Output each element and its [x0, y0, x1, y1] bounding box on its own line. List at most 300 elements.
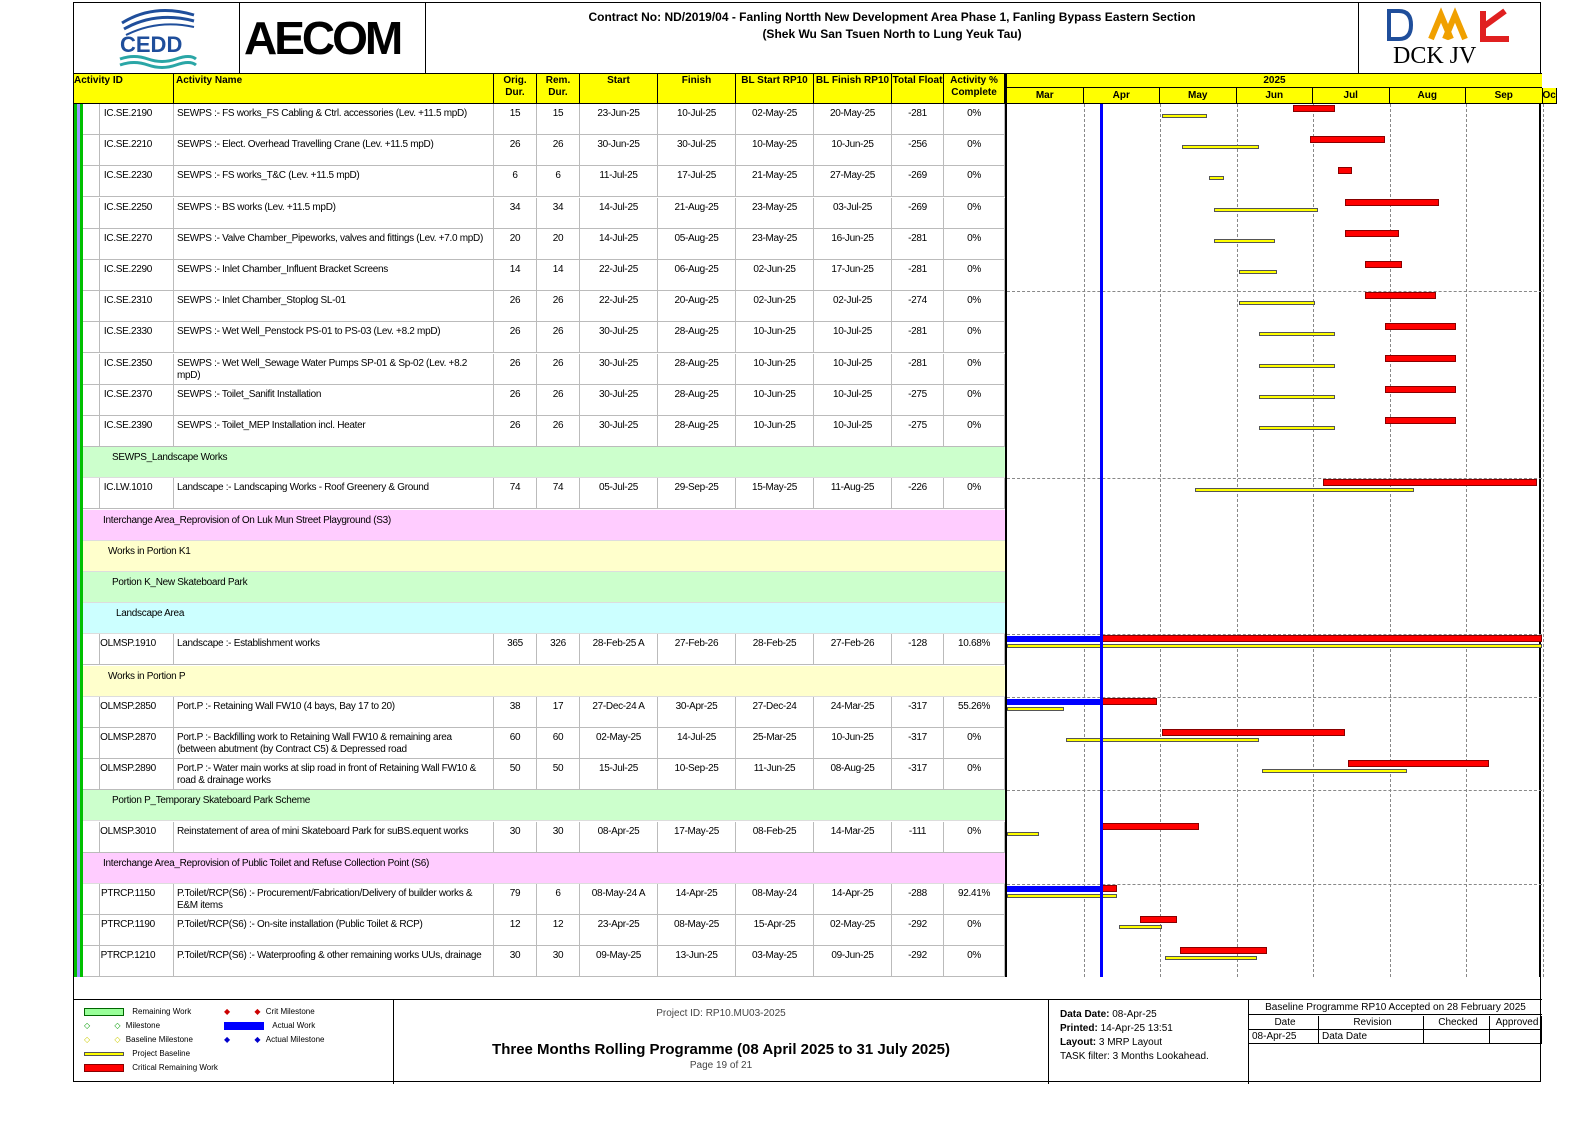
cell-id: IC.SE.2190	[83, 104, 174, 135]
cell-rem: 30	[537, 946, 580, 977]
cell-orig: 60	[494, 728, 537, 759]
wbs-band[interactable]	[83, 790, 1005, 821]
critical-remaining-bar[interactable]	[1323, 479, 1538, 486]
cell-id: IC.SE.2270	[83, 229, 174, 260]
wbs-band[interactable]	[83, 447, 1005, 478]
baseline-bar[interactable]	[1259, 426, 1335, 430]
cell-start: 30-Jun-25	[580, 135, 658, 166]
critical-remaining-bar[interactable]	[1348, 760, 1489, 767]
cell-name: P.Toilet/RCP(S6) :- Procurement/Fabrication/Delivery of builder works & E&M items	[174, 884, 494, 915]
baseline-bar[interactable]	[1239, 301, 1315, 305]
cell-pct: 0%	[944, 135, 1005, 166]
baseline-bar[interactable]	[1239, 270, 1277, 274]
month-gridline	[1160, 104, 1161, 977]
month-label: May	[1160, 88, 1237, 104]
activity-row[interactable]	[83, 759, 1005, 790]
cell-pct: 10.68%	[944, 634, 1005, 665]
col-orig-dur: Orig. Dur.	[494, 74, 537, 104]
cell-finish: 13-Jun-25	[658, 946, 736, 977]
cell-orig: 26	[494, 385, 537, 416]
cell-pct: 0%	[944, 946, 1005, 977]
cell-name: Landscape :- Landscaping Works - Roof Greenery & Ground	[174, 478, 494, 509]
cell-bl-start: 28-Feb-25	[736, 634, 814, 665]
cell-start: 30-Jul-25	[580, 416, 658, 447]
cell-start: 30-Jul-25	[580, 354, 658, 385]
cell-orig: 12	[494, 915, 537, 946]
cell-bl-start: 10-Jun-25	[736, 416, 814, 447]
activity-row[interactable]	[83, 884, 1005, 915]
diamond-icon: ◆	[254, 1007, 261, 1016]
legend-actual-milestone	[224, 1034, 324, 1046]
legend-baseline-milestone	[84, 1034, 193, 1046]
layout-label: Layout:	[1060, 1037, 1097, 1048]
legend-remaining-label: Remaining Work	[132, 1007, 192, 1016]
cell-name: P.Toilet/RCP(S6) :- On-site installation (Public Toilet & RCP)	[174, 915, 494, 946]
cell-float: -317	[892, 759, 944, 790]
cell-id: IC.SE.2350	[83, 354, 174, 385]
cell-start: 23-Apr-25	[580, 915, 658, 946]
cell-orig: 26	[494, 135, 537, 166]
activity-table	[83, 104, 1005, 977]
cell-float: -269	[892, 198, 944, 229]
cell-orig: 6	[494, 166, 537, 197]
cell-bl-start: 15-Apr-25	[736, 915, 814, 946]
wbs-band-label: Interchange Area_Reprovision of Public Toilet and Refuse Collection Point (S6)	[103, 858, 430, 869]
month-gridline	[1084, 104, 1085, 977]
cell-orig: 30	[494, 946, 537, 977]
activity-row[interactable]	[83, 198, 1005, 229]
critical-remaining-bar[interactable]	[1162, 729, 1345, 736]
cell-bl-finish: 10-Jun-25	[814, 135, 892, 166]
cell-id: IC.SE.2390	[83, 416, 174, 447]
cell-finish: 30-Jul-25	[658, 135, 736, 166]
cell-rem: 26	[537, 291, 580, 322]
activity-row[interactable]	[83, 260, 1005, 291]
cell-float: -275	[892, 385, 944, 416]
cell-float: -317	[892, 728, 944, 759]
cell-id: PTRCP.1150	[83, 884, 174, 915]
cell-pct: 0%	[944, 822, 1005, 853]
wbs-band[interactable]	[83, 666, 1005, 697]
legend-actual-swatch	[224, 1022, 264, 1030]
critical-remaining-bar[interactable]	[1365, 261, 1402, 268]
cell-float: -281	[892, 354, 944, 385]
cell-bl-start: 02-May-25	[736, 104, 814, 135]
month-label: Oc	[1543, 88, 1557, 104]
col-rem-dur: Rem. Dur.	[537, 74, 580, 104]
cell-finish: 30-Apr-25	[658, 697, 736, 728]
cell-start: 30-Jul-25	[580, 322, 658, 353]
title-line-2: (Shek Wu San Tsuen North to Lung Yeuk Tau)	[762, 27, 1022, 41]
critical-remaining-bar[interactable]	[1140, 916, 1178, 923]
activity-row[interactable]	[83, 478, 1005, 509]
baseline-bar[interactable]	[1259, 395, 1335, 399]
cell-bl-finish: 14-Mar-25	[814, 822, 892, 853]
legend-critical-remaining	[84, 1062, 218, 1074]
cell-bl-finish: 20-May-25	[814, 104, 892, 135]
cell-finish: 21-Aug-25	[658, 198, 736, 229]
cell-bl-start: 10-Jun-25	[736, 385, 814, 416]
wbs-band[interactable]	[83, 853, 1005, 884]
wbs-band-label: Landscape Area	[116, 608, 185, 619]
diamond-outline-icon: ◇	[114, 1021, 121, 1030]
activity-row[interactable]	[83, 634, 1005, 665]
cell-bl-finish: 17-Jun-25	[814, 260, 892, 291]
cell-finish: 29-Sep-25	[658, 478, 736, 509]
cell-name: SEWPS :- Inlet Chamber_Influent Bracket Screens	[174, 260, 494, 291]
cell-float: -111	[892, 822, 944, 853]
cell-start: 05-Jul-25	[580, 478, 658, 509]
diamond-outline-icon: ◇	[84, 1021, 91, 1030]
wbs-band[interactable]	[83, 510, 1005, 541]
baseline-bar[interactable]	[1262, 769, 1407, 773]
diamond-icon: ◆	[254, 1035, 261, 1044]
cell-name: SEWPS :- Toilet_Sanifit Installation	[174, 385, 494, 416]
cell-bl-finish: 24-Mar-25	[814, 697, 892, 728]
cell-name: Landscape :- Establishment works	[174, 634, 494, 665]
actual-work-bar[interactable]	[1007, 699, 1101, 705]
footer-center	[394, 1000, 1049, 1084]
baseline-note: Baseline Programme RP10 Accepted on 28 February 2025	[1249, 1000, 1542, 1015]
cell-bl-start: 23-May-25	[736, 198, 814, 229]
cell-start: 28-Feb-25 A	[580, 634, 658, 665]
cell-bl-finish: 11-Aug-25	[814, 478, 892, 509]
cell-rem: 15	[537, 104, 580, 135]
cell-finish: 05-Aug-25	[658, 229, 736, 260]
printed-line	[1060, 1022, 1248, 1036]
programme-sheet	[73, 2, 1556, 1082]
diamond-icon: ◆	[224, 1007, 231, 1016]
task-filter: TASK filter: 3 Months Lookahead.	[1060, 1051, 1209, 1062]
cell-bl-start: 15-May-25	[736, 478, 814, 509]
activity-row[interactable]	[83, 822, 1005, 853]
cell-start: 14-Jul-25	[580, 229, 658, 260]
cell-float: -281	[892, 322, 944, 353]
cell-bl-start: 11-Jun-25	[736, 759, 814, 790]
row-gridline	[1007, 790, 1542, 791]
data-date-label: Data Date:	[1060, 1009, 1110, 1020]
month-label: Jun	[1237, 88, 1314, 104]
critical-remaining-bar[interactable]	[1385, 417, 1457, 424]
cell-bl-start: 08-May-24	[736, 884, 814, 915]
activity-row[interactable]	[83, 385, 1005, 416]
row-gridline	[1007, 884, 1542, 885]
activity-row[interactable]	[83, 697, 1005, 728]
cell-float: -288	[892, 884, 944, 915]
cell-rem: 6	[537, 166, 580, 197]
cell-rem: 34	[537, 198, 580, 229]
cell-orig: 365	[494, 634, 537, 665]
critical-remaining-bar[interactable]	[1101, 823, 1199, 830]
month-label: Jul	[1313, 88, 1390, 104]
cell-start: 27-Dec-24 A	[580, 697, 658, 728]
month-label: Apr	[1084, 88, 1161, 104]
cell-float: -281	[892, 229, 944, 260]
activity-row[interactable]	[83, 728, 1005, 759]
baseline-bar[interactable]	[1165, 956, 1257, 960]
cell-float: -128	[892, 634, 944, 665]
revision-cell: 08-Apr-25	[1249, 1030, 1319, 1044]
data-date-line	[1100, 104, 1103, 977]
cell-finish: 17-May-25	[658, 822, 736, 853]
month-label: Mar	[1007, 88, 1084, 104]
activity-row[interactable]	[83, 946, 1005, 977]
activity-row[interactable]	[83, 104, 1005, 135]
activity-row[interactable]	[83, 915, 1005, 946]
baseline-bar[interactable]	[1214, 239, 1274, 243]
dck-logo	[1358, 3, 1542, 74]
cell-float: -292	[892, 915, 944, 946]
legend-baseline-swatch	[84, 1052, 124, 1056]
critical-remaining-bar[interactable]	[1365, 292, 1437, 299]
cell-pct: 0%	[944, 728, 1005, 759]
cell-finish: 14-Apr-25	[658, 884, 736, 915]
cell-pct: 55.26%	[944, 697, 1005, 728]
printed-label: Printed:	[1060, 1023, 1098, 1034]
cell-finish: 17-Jul-25	[658, 166, 736, 197]
cell-start: 14-Jul-25	[580, 198, 658, 229]
cell-name: Reinstatement of area of mini Skateboard Park for suBS.equent works	[174, 822, 494, 853]
critical-remaining-bar[interactable]	[1101, 698, 1157, 705]
legend-remaining	[84, 1006, 191, 1018]
legend-actual-milestone-label: Actual Milestone	[265, 1035, 325, 1044]
cell-name: SEWPS :- FS works_T&C (Lev. +11.5 mpD)	[174, 166, 494, 197]
activity-row[interactable]	[83, 354, 1005, 385]
month-label: Aug	[1390, 88, 1467, 104]
diamond-outline-icon: ◇	[84, 1035, 91, 1044]
legend-milestone	[84, 1020, 160, 1032]
revision-cell: Revision	[1319, 1016, 1424, 1030]
cell-bl-finish: 10-Jul-25	[814, 385, 892, 416]
cell-bl-start: 10-Jun-25	[736, 322, 814, 353]
cedd-logo-graphic	[74, 3, 240, 74]
dck-logo-text: DCK JV	[1393, 43, 1477, 69]
baseline-bar[interactable]	[1119, 925, 1162, 929]
activity-row[interactable]	[83, 229, 1005, 260]
cell-id: IC.SE.2250	[83, 198, 174, 229]
cell-pct: 0%	[944, 291, 1005, 322]
cell-rem: 12	[537, 915, 580, 946]
critical-remaining-bar[interactable]	[1385, 323, 1457, 330]
cell-finish: 20-Aug-25	[658, 291, 736, 322]
cell-bl-start: 10-May-25	[736, 135, 814, 166]
cell-orig: 26	[494, 416, 537, 447]
cell-id: OLMSP.2870	[83, 728, 174, 759]
cell-id: OLMSP.2890	[83, 759, 174, 790]
critical-remaining-bar[interactable]	[1345, 230, 1399, 237]
cell-start: 15-Jul-25	[580, 759, 658, 790]
cell-rem: 20	[537, 229, 580, 260]
col-activity-name: Activity Name	[174, 74, 494, 104]
cell-pct: 0%	[944, 915, 1005, 946]
month-label: Sep	[1466, 88, 1543, 104]
month-gridline	[1543, 104, 1544, 977]
baseline-bar[interactable]	[1214, 208, 1318, 212]
cell-bl-finish: 16-Jun-25	[814, 229, 892, 260]
cell-bl-finish: 02-Jul-25	[814, 291, 892, 322]
cell-bl-finish: 02-May-25	[814, 915, 892, 946]
revision-cell	[1424, 1030, 1490, 1044]
cell-finish: 28-Aug-25	[658, 322, 736, 353]
wbs-band[interactable]	[83, 572, 1005, 603]
cell-start: 30-Jul-25	[580, 385, 658, 416]
cell-name: SEWPS :- Elect. Overhead Travelling Crane (Lev. +11.5 mpD)	[174, 135, 494, 166]
month-gridline	[1313, 104, 1314, 977]
activity-row[interactable]	[83, 322, 1005, 353]
cell-rem: 26	[537, 354, 580, 385]
cell-name: SEWPS :- Toilet_MEP Installation incl. Heater	[174, 416, 494, 447]
revision-cell: Date	[1249, 1016, 1319, 1030]
cell-id: OLMSP.3010	[83, 822, 174, 853]
cell-finish: 28-Aug-25	[658, 385, 736, 416]
cell-bl-finish: 03-Jul-25	[814, 198, 892, 229]
cell-orig: 50	[494, 759, 537, 790]
col-bl-finish: BL Finish RP10	[814, 74, 892, 104]
gantt-chart	[1005, 74, 1556, 977]
cell-rem: 17	[537, 697, 580, 728]
activity-row[interactable]	[83, 166, 1005, 197]
baseline-bar[interactable]	[1259, 364, 1335, 368]
cell-pct: 92.41%	[944, 884, 1005, 915]
cell-pct: 0%	[944, 166, 1005, 197]
cell-float: -269	[892, 166, 944, 197]
critical-remaining-bar[interactable]	[1180, 947, 1267, 954]
cell-start: 09-May-25	[580, 946, 658, 977]
activity-row[interactable]	[83, 135, 1005, 166]
cell-float: -281	[892, 104, 944, 135]
cell-pct: 0%	[944, 198, 1005, 229]
baseline-bar[interactable]	[1259, 332, 1335, 336]
cell-bl-finish: 10-Jul-25	[814, 416, 892, 447]
baseline-bar[interactable]	[1066, 738, 1259, 742]
cell-bl-start: 03-May-25	[736, 946, 814, 977]
revision-cell: Data Date	[1319, 1030, 1424, 1044]
cell-rem: 26	[537, 135, 580, 166]
cell-id: IC.SE.2210	[83, 135, 174, 166]
cell-finish: 10-Jul-25	[658, 104, 736, 135]
cell-rem: 14	[537, 260, 580, 291]
legend-critical-label: Critical Remaining Work	[132, 1063, 218, 1072]
cell-name: Port.P :- Retaining Wall FW10 (4 bays, Bay 17 to 20)	[174, 697, 494, 728]
cell-pct: 0%	[944, 354, 1005, 385]
dck-logo-graphic	[1359, 5, 1543, 45]
legend-baseline-milestone-label: Baseline Milestone	[125, 1035, 193, 1044]
cell-rem: 74	[537, 478, 580, 509]
cell-orig: 38	[494, 697, 537, 728]
critical-remaining-bar[interactable]	[1101, 635, 1542, 642]
wbs-band-label: Portion P_Temporary Skateboard Park Scheme	[112, 795, 311, 806]
critical-remaining-bar[interactable]	[1338, 167, 1353, 174]
cell-rem: 26	[537, 416, 580, 447]
wbs-band-label: Works in Portion K1	[108, 546, 191, 557]
col-start: Start	[580, 74, 658, 104]
cell-name: SEWPS :- FS works_FS Cabling & Ctrl. accessories (Lev. +11.5 mpD)	[174, 104, 494, 135]
critical-remaining-bar[interactable]	[1101, 885, 1116, 892]
cell-orig: 26	[494, 322, 537, 353]
cell-finish: 27-Feb-26	[658, 634, 736, 665]
critical-remaining-bar[interactable]	[1385, 355, 1457, 362]
baseline-bar[interactable]	[1007, 707, 1064, 711]
cell-float: -292	[892, 946, 944, 977]
baseline-bar[interactable]	[1007, 832, 1039, 836]
cell-id: IC.LW.1010	[83, 478, 174, 509]
legend-project-baseline	[84, 1048, 190, 1060]
col-pct-complete: Activity % Complete	[944, 74, 1005, 104]
month-gridline	[1237, 104, 1238, 977]
activity-row[interactable]	[83, 291, 1005, 322]
cell-bl-start: 10-Jun-25	[736, 354, 814, 385]
baseline-bar[interactable]	[1182, 145, 1259, 149]
footer	[74, 999, 1542, 1083]
cell-bl-finish: 09-Jun-25	[814, 946, 892, 977]
cell-bl-finish: 10-Jun-25	[814, 728, 892, 759]
cell-rem: 50	[537, 759, 580, 790]
actual-work-bar[interactable]	[1007, 636, 1101, 642]
cell-orig: 26	[494, 354, 537, 385]
wbs-band[interactable]	[83, 603, 1005, 634]
page-number: Page 19 of 21	[689, 1060, 753, 1071]
critical-remaining-bar[interactable]	[1385, 386, 1457, 393]
cell-bl-finish: 27-Feb-26	[814, 634, 892, 665]
cell-bl-start: 08-Feb-25	[736, 822, 814, 853]
cell-start: 11-Jul-25	[580, 166, 658, 197]
critical-remaining-bar[interactable]	[1345, 199, 1439, 206]
title-line-1: Contract No: ND/2019/04 - Fanling Nortth New Development Area Phase 1, Fanling Bypass Eastern Section	[588, 10, 1196, 24]
cell-start: 02-May-25	[580, 728, 658, 759]
legend-crit-milestone-label: Crit Milestone	[265, 1007, 315, 1016]
cell-bl-start: 21-May-25	[736, 166, 814, 197]
wbs-band-label: Works in Portion P	[108, 671, 186, 682]
actual-work-bar[interactable]	[1007, 886, 1101, 892]
row-gridline	[1007, 697, 1542, 698]
cell-name: SEWPS :- BS works (Lev. +11.5 mpD)	[174, 198, 494, 229]
cell-finish: 08-May-25	[658, 915, 736, 946]
diamond-outline-icon: ◇	[114, 1035, 121, 1044]
cell-orig: 74	[494, 478, 537, 509]
baseline-bar[interactable]	[1209, 176, 1224, 180]
baseline-bar[interactable]	[1007, 644, 1542, 648]
cell-id: PTRCP.1190	[83, 915, 174, 946]
wbs-band-label: Portion K_New Skateboard Park	[112, 577, 248, 588]
cell-finish: 10-Sep-25	[658, 759, 736, 790]
cell-rem: 6	[537, 884, 580, 915]
cell-id: IC.SE.2290	[83, 260, 174, 291]
cell-pct: 0%	[944, 260, 1005, 291]
legend-milestone-label: Milestone	[125, 1021, 161, 1030]
revision-cell: Approved	[1490, 1016, 1542, 1030]
legend-critical-swatch	[84, 1064, 124, 1072]
legend-crit-milestone	[224, 1006, 315, 1018]
baseline-bar[interactable]	[1162, 114, 1206, 118]
cell-bl-start: 02-Jun-25	[736, 260, 814, 291]
legend-baseline-label: Project Baseline	[132, 1049, 191, 1058]
cell-finish: 06-Aug-25	[658, 260, 736, 291]
contract-title	[426, 3, 1358, 74]
cell-id: IC.SE.2330	[83, 322, 174, 353]
critical-remaining-bar[interactable]	[1293, 105, 1336, 112]
cell-rem: 26	[537, 322, 580, 353]
cell-start: 08-May-24 A	[580, 884, 658, 915]
cell-rem: 326	[537, 634, 580, 665]
layout-line	[1060, 1036, 1248, 1050]
cell-bl-finish: 27-May-25	[814, 166, 892, 197]
cell-float: -274	[892, 291, 944, 322]
baseline-bar[interactable]	[1195, 488, 1415, 492]
activity-row[interactable]	[83, 416, 1005, 447]
legend-actual-work	[224, 1020, 315, 1032]
critical-remaining-bar[interactable]	[1310, 136, 1384, 143]
wbs-band[interactable]	[83, 541, 1005, 572]
